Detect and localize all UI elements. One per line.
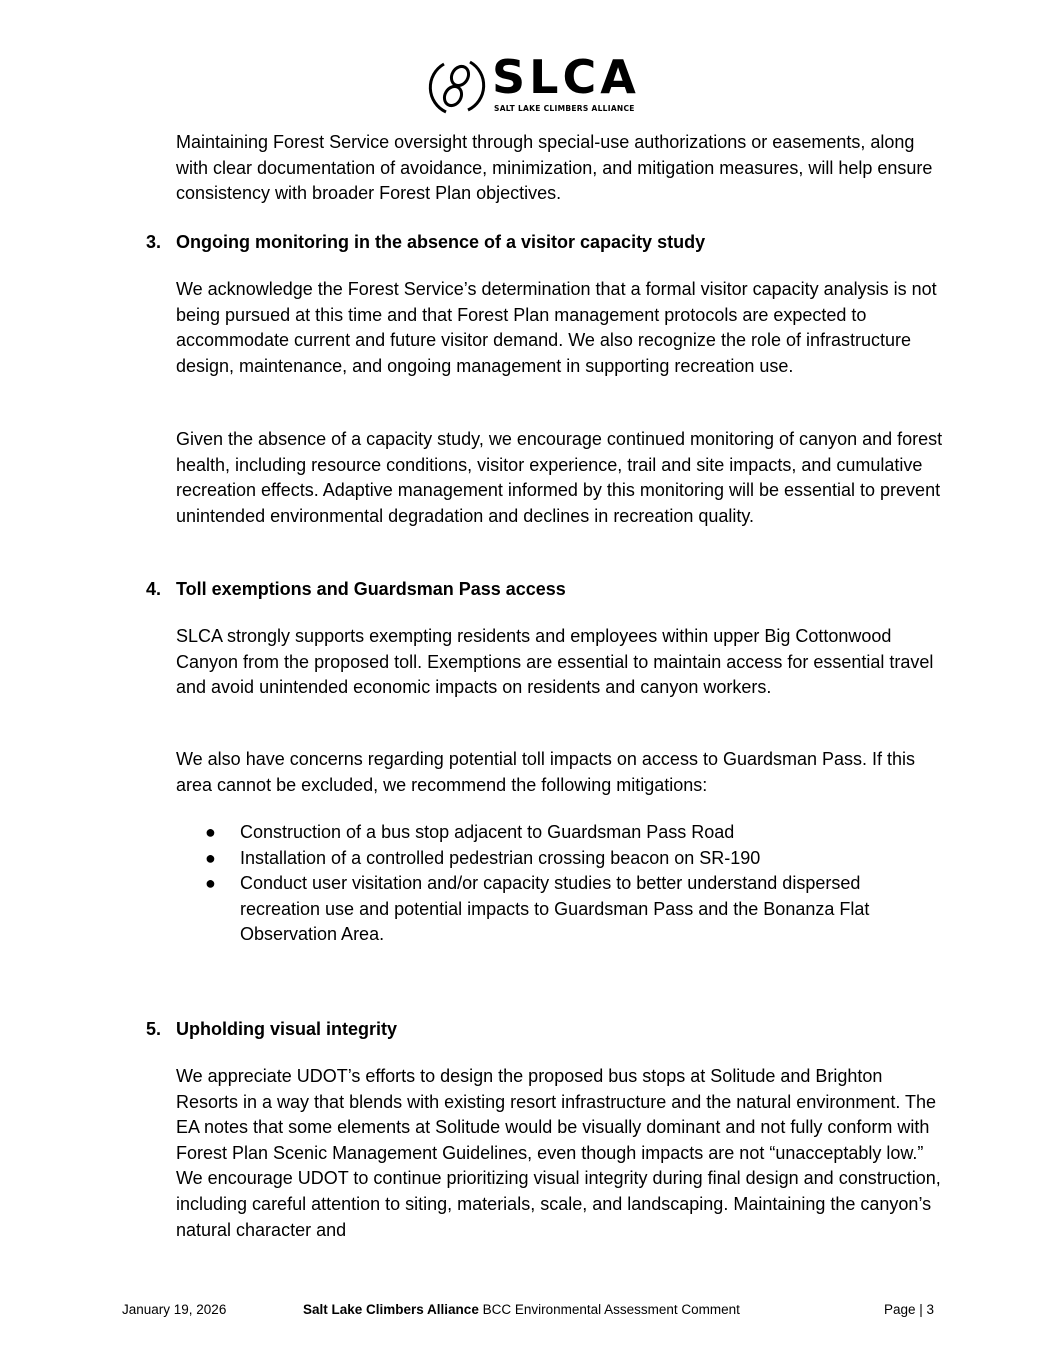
mitigation-list	[205, 820, 945, 948]
logo-text: SLCA	[492, 50, 640, 104]
section-title: Upholding visual integrity	[176, 1019, 398, 1039]
intro-paragraph: Maintaining Forest Service oversight through special-use authorizations or easements, along with clear documentation of avoidance, minimization, and mitigation measures, will help ensure consistency with broader Forest Plan objectives.	[176, 132, 933, 204]
knot-icon	[426, 56, 488, 118]
footer-date: January 19, 2026	[122, 1302, 227, 1317]
slca-logo	[426, 50, 640, 118]
logo-subtitle: SALT LAKE CLIMBERS ALLIANCE	[494, 104, 635, 113]
footer-page-number: Page | 3	[884, 1302, 935, 1317]
bullet-icon: ●	[205, 847, 216, 868]
section-4-paragraph-2: We also have concerns regarding potential toll impacts on access to Guardsman Pass. If this area cannot be excluded, we recommend the following mitigations:	[176, 749, 916, 795]
footer-doc-title: BCC Environmental Assessment Comment	[482, 1302, 740, 1317]
section-title: Ongoing monitoring in the absence of a visitor capacity study	[176, 232, 706, 252]
section-3-heading	[146, 230, 705, 256]
section-number: 3.	[146, 232, 162, 252]
section-5-paragraph-1: We appreciate UDOT’s efforts to design the proposed bus stops at Solitude and Brighton Resorts in a way that blends with existing resort infrastructure and the natural environment. The EA notes that some elements at Solitude would be visually dominant and not fully conform with Forest Plan Scenic Management Guidelines, even though impacts are not “unacceptably low.” We encourage UDOT to continue prioritizing visual integrity during final design and construction, including careful attention to siting, materials, scale, and landscaping. Maintaining the canyon’s natural character and	[176, 1066, 941, 1240]
section-4-paragraph-1: SLCA strongly supports exempting residents and employees within upper Big Cottonwood Canyon from the proposed toll. Exemptions are essential to maintain access for essential travel and avoid unintended economic impacts on residents and canyon workers.	[176, 626, 934, 698]
section-3-paragraph-1: We acknowledge the Forest Service’s determination that a formal visitor capacity analysis is not being pursued at this time and that Forest Plan management protocols are expected to accommodate current and future visitor demand. We also recognize the role of infrastructure design, maintenance, and ongoing management in supporting recreation use.	[176, 279, 937, 376]
footer-title	[303, 1302, 740, 1317]
section-number: 4.	[146, 579, 162, 599]
list-item	[205, 871, 945, 948]
list-item	[205, 846, 945, 872]
section-5-heading	[146, 1017, 397, 1043]
section-3-paragraph-2: Given the absence of a capacity study, we encourage continued monitoring of canyon and forest health, including resource conditions, visitor experience, trail and site impacts, and cumulative recreation effects. Adaptive management informed by this monitoring will be essential to prevent unintended environmental degradation and declines in recreation quality.	[176, 429, 943, 526]
list-item-text: Conduct user visitation and/or capacity studies to better understand dispersed recreation use and potential impacts to Guardsman Pass and the Bonanza Flat Observation Area.	[240, 873, 870, 945]
list-item-text: Construction of a bus stop adjacent to Guardsman Pass Road	[240, 822, 735, 842]
section-title: Toll exemptions and Guardsman Pass access	[176, 579, 566, 599]
bullet-icon: ●	[205, 822, 216, 842]
section-number: 5.	[146, 1019, 162, 1039]
bullet-icon: ●	[205, 873, 216, 894]
section-4-heading	[146, 577, 566, 603]
list-item-text: Installation of a controlled pedestrian crossing beacon on SR-190	[240, 847, 761, 868]
list-item	[205, 820, 945, 846]
footer-org: Salt Lake Climbers Alliance	[303, 1302, 479, 1317]
